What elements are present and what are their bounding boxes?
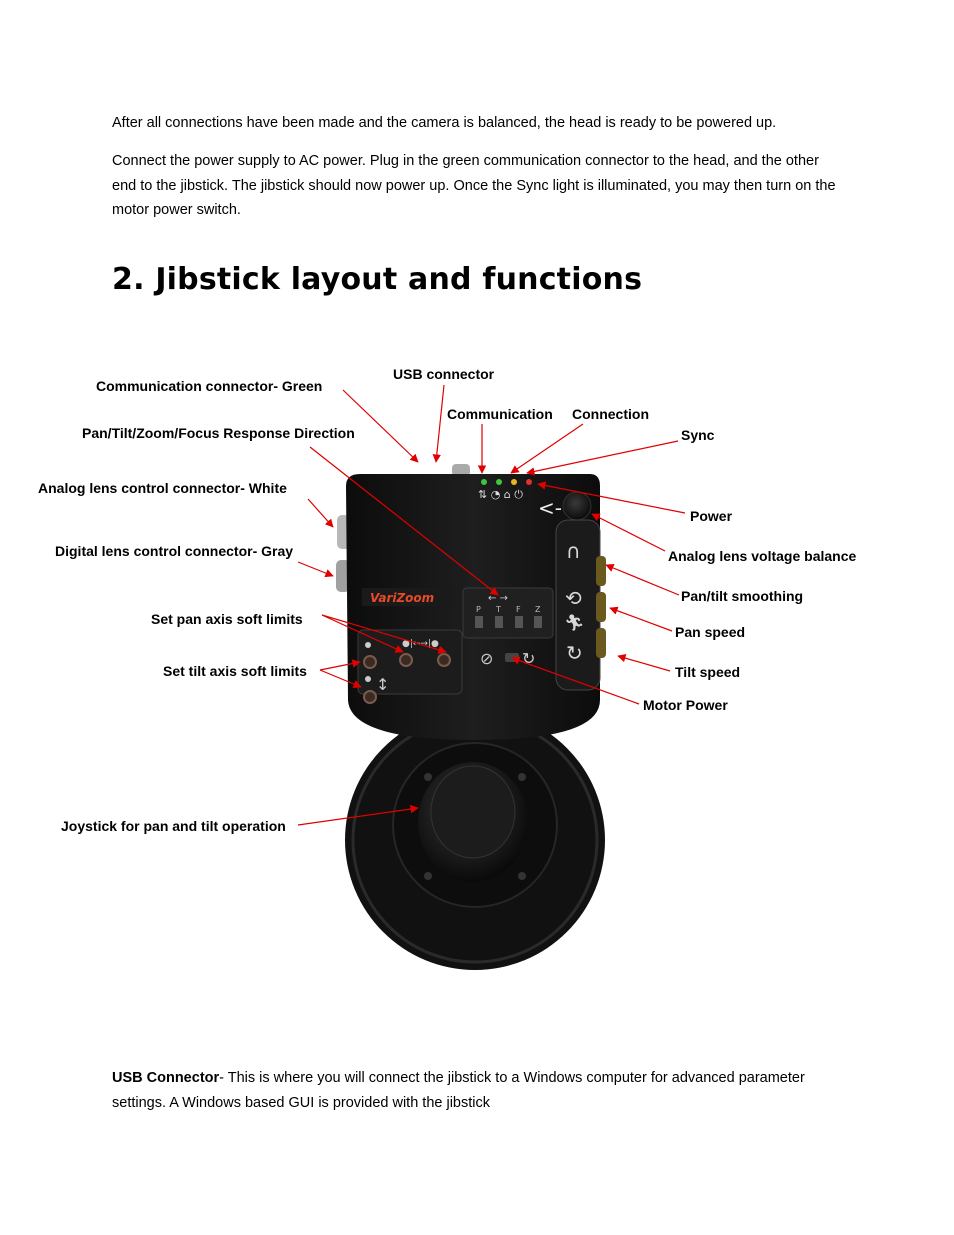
label-connection: Connection bbox=[572, 406, 649, 422]
label-power: Power bbox=[690, 508, 733, 524]
section-heading: 2. Jibstick layout and functions bbox=[112, 262, 643, 297]
label-analog-voltage: Analog lens voltage balance bbox=[668, 548, 857, 564]
motor-power-switch[interactable] bbox=[505, 653, 519, 662]
label-comm-connector: Communication connector- Green bbox=[96, 378, 323, 394]
label-pan-tilt-smoothing: Pan/tilt smoothing bbox=[681, 588, 804, 604]
pan-speed-icon: 🏃︎ bbox=[564, 613, 585, 632]
label-sync: Sync bbox=[681, 427, 715, 443]
svg-text:Z: Z bbox=[535, 605, 541, 614]
label-set-tilt-limits: Set tilt axis soft limits bbox=[163, 663, 307, 679]
svg-text:T: T bbox=[496, 605, 501, 614]
usb-text: - This is where you will connect the jibstick to a Windows computer for advanced parameter settings. A Windows based GUI is provided with the jibstick bbox=[112, 1070, 805, 1111]
label-response-direction: Pan/Tilt/Zoom/Focus Response Direction bbox=[82, 425, 355, 441]
label-joystick: Joystick for pan and tilt operation bbox=[61, 818, 286, 834]
label-motor-power: Motor Power bbox=[643, 697, 728, 713]
label-digital-lens: Digital lens control connector- Gray bbox=[55, 543, 294, 559]
svg-text:← →: ← → bbox=[488, 593, 508, 604]
led-symbols: ⇅ ◔ ⌂ ⏻ bbox=[478, 488, 523, 501]
voltage-balance-icon: ∩ bbox=[566, 539, 581, 563]
label-tilt-speed: Tilt speed bbox=[675, 664, 741, 680]
tilt-speed-icon: ↻ bbox=[566, 641, 583, 665]
on-icon: ↻ bbox=[522, 649, 536, 668]
label-pan-speed: Pan speed bbox=[675, 624, 746, 640]
brand-logo: VariZoom bbox=[370, 591, 435, 605]
intro-paragraph-1: After all connections have been made and the camera is balanced, the head is ready to be powered up. bbox=[112, 115, 777, 131]
side-knobs[interactable] bbox=[596, 556, 606, 658]
label-analog-lens: Analog lens control connector- White bbox=[38, 480, 287, 496]
usb-description bbox=[112, 1066, 842, 1115]
intro-paragraph-2: Connect the power supply to AC power. Plug in the green communication connector to the head, and the other end to the jibstick. The jibstick should now power up. Once the Sync light is illuminated, you may then turn on the motor power switch. bbox=[112, 153, 836, 218]
label-usb-connector: USB connector bbox=[393, 366, 495, 382]
label-communication: Communication bbox=[447, 406, 553, 422]
smoothing-icon: ⟲ bbox=[565, 586, 582, 610]
svg-text:F: F bbox=[516, 605, 521, 614]
svg-text:↕: ↕ bbox=[376, 675, 390, 694]
power-button[interactable] bbox=[563, 492, 591, 520]
off-icon: ⊘ bbox=[480, 649, 494, 668]
usb-title: USB Connector bbox=[112, 1070, 220, 1086]
label-set-pan-limits: Set pan axis soft limits bbox=[151, 611, 303, 627]
svg-text:P: P bbox=[476, 605, 481, 614]
svg-text:●|←→|●: ●|←→|● bbox=[402, 639, 439, 649]
power-arrow-icon: <- bbox=[538, 496, 562, 520]
